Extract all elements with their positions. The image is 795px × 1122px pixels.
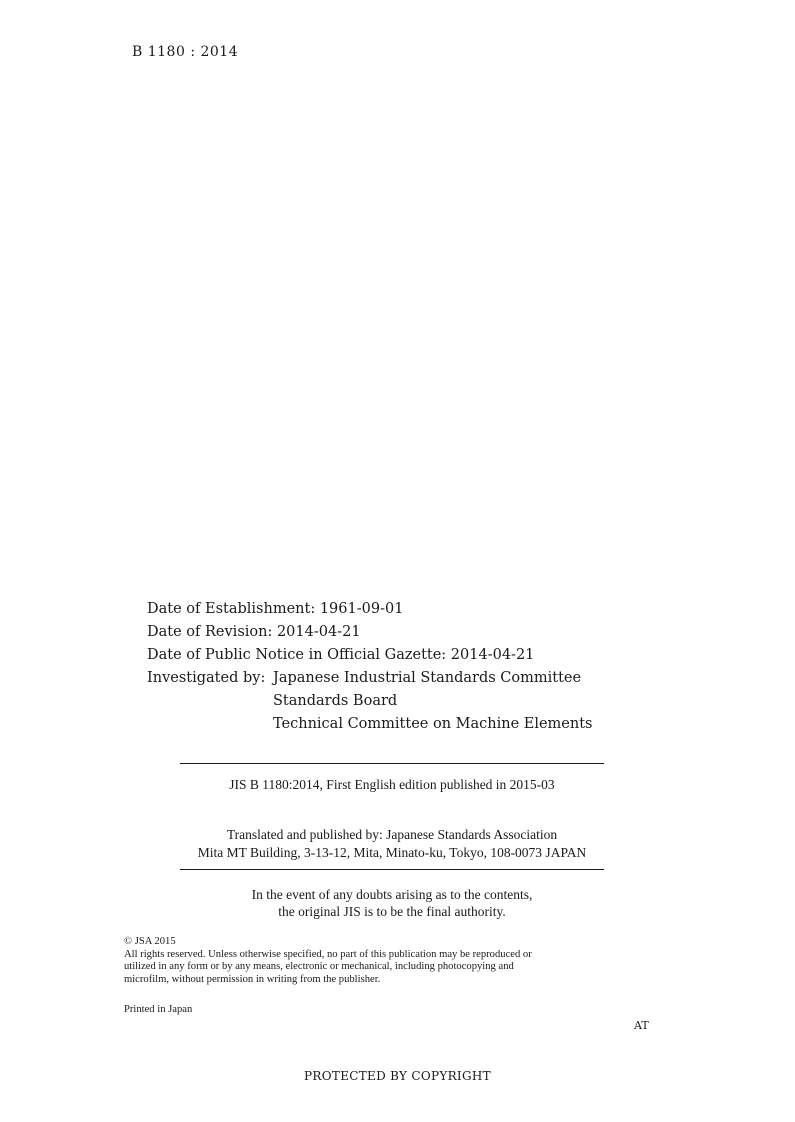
authority-notice-line: the original JIS is to be the final authority. [278, 904, 506, 919]
date-of-revision: Date of Revision: 2014-04-21 [147, 624, 361, 640]
at-mark: AT [634, 1019, 649, 1032]
dates-block [147, 598, 593, 736]
date-of-public-notice: Date of Public Notice in Official Gazette: 2014-04-21 [147, 647, 535, 663]
printed-in: Printed in Japan [124, 1004, 193, 1015]
bottom-divider [180, 869, 604, 870]
authority-notice [180, 886, 604, 920]
investigator-item: Technical Committee on Machine Elements [273, 716, 593, 732]
investigated-by-label: Investigated by: [147, 670, 266, 686]
document-code: B 1180 : 2014 [132, 44, 239, 60]
publisher-address: Mita MT Building, 3-13-12, Mita, Minato-ku, Tokyo, 108-0073 JAPAN [197, 845, 587, 860]
copyright-holder: © JSA 2015 [124, 936, 176, 947]
rights-text-line: All rights reserved. Unless otherwise specified, no part of this publication may be reproduced or [124, 948, 532, 960]
publisher-block [180, 826, 604, 862]
investigator-list [273, 667, 593, 736]
investigated-by [147, 667, 593, 736]
rights-text-line: microfilm, without permission in writing from the publisher. [124, 973, 381, 985]
top-divider [180, 763, 604, 764]
authority-notice-line: In the event of any doubts arising as to the contents, [251, 887, 533, 902]
protected-by-copyright: PROTECTED BY COPYRIGHT [304, 1069, 491, 1083]
publisher-name: Translated and published by: Japanese Standards Association [226, 827, 558, 842]
copyright-block [124, 936, 660, 986]
investigator-item: Japanese Industrial Standards Committee [273, 670, 582, 686]
rights-text-line: utilized in any form or by any means, electronic or mechanical, including photocopying and [124, 961, 514, 972]
investigator-item: Standards Board [273, 693, 398, 709]
date-of-establishment: Date of Establishment: 1961-09-01 [147, 601, 404, 617]
edition-statement: JIS B 1180:2014, First English edition published in 2015-03 [229, 777, 555, 792]
